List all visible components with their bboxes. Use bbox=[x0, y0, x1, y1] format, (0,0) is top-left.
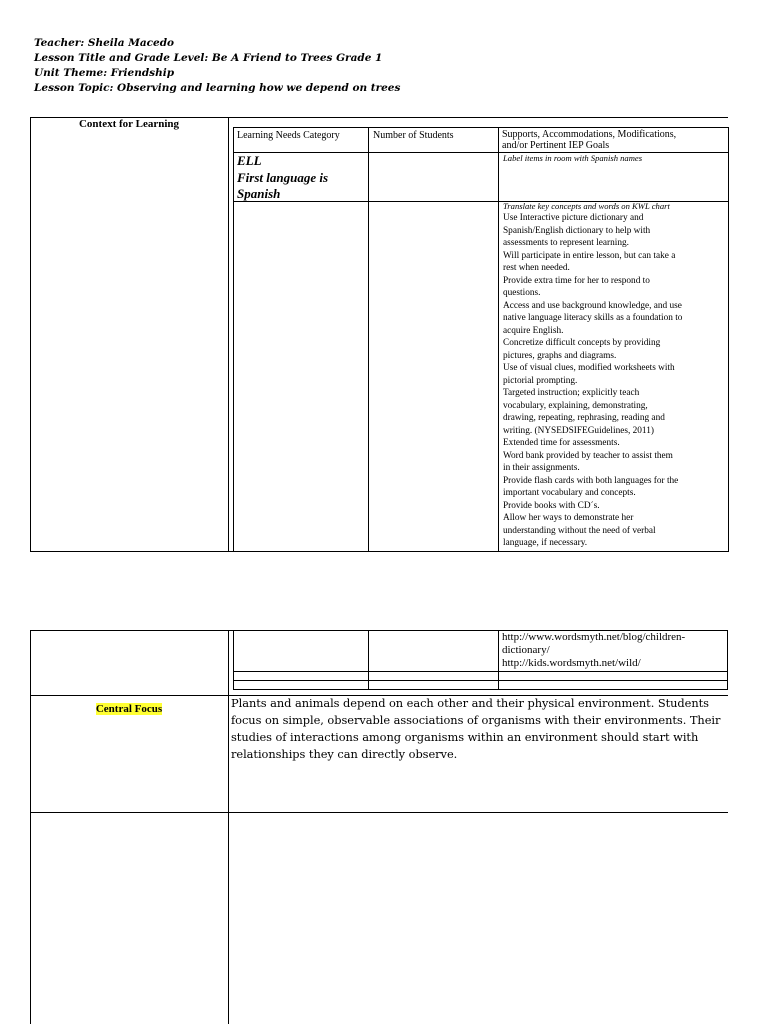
context-label: Context for Learning bbox=[78, 118, 179, 130]
ell-label: ELL bbox=[237, 153, 262, 168]
support-line: Allow her ways to demonstrate her bbox=[503, 513, 634, 523]
central-focus-label: Central Focus bbox=[95, 703, 163, 715]
support-line: understanding without the need of verbal bbox=[503, 525, 656, 536]
central-focus-line: relationships they can directly observe. bbox=[231, 747, 458, 761]
lesson-title-line: Lesson Title and Grade Level: Be A Friend to Trees Grade 1 bbox=[34, 52, 383, 64]
support-line: native language literacy skills as a foundation to bbox=[503, 313, 683, 323]
support-line: Targeted instruction; explicitly teach bbox=[503, 388, 640, 398]
support-line: pictorial prompting. bbox=[503, 375, 578, 386]
supports-header-line1: Supports, Accommodations, Modifications, bbox=[502, 129, 677, 140]
ell-category bbox=[237, 153, 365, 203]
column-header-category: Learning Needs Category bbox=[237, 130, 340, 141]
teacher-line: Teacher: Sheila Macedo bbox=[34, 37, 175, 49]
support-line: Use Interactive picture dictionary and bbox=[503, 213, 644, 223]
lesson-topic-line: Lesson Topic: Observing and learning how we depend on trees bbox=[34, 82, 401, 94]
support-line: Use of visual clues, modified worksheets with bbox=[503, 363, 675, 373]
support-line: Provide books with CD´s. bbox=[503, 500, 600, 511]
support-line: Spanish/English dictionary to help with bbox=[503, 225, 651, 236]
support-line: writing. (NYSEDSIFEGuidelines, 2011) bbox=[503, 425, 654, 436]
central-focus-text bbox=[231, 695, 727, 763]
support-line: assessments to represent learning. bbox=[503, 238, 629, 248]
supports-header-line2: and/or Pertinent IEP Goals bbox=[502, 140, 610, 151]
resource-link[interactable]: dictionary/ bbox=[502, 644, 550, 656]
ell-support-text: Label items in room with Spanish names bbox=[503, 153, 643, 163]
ell-language-line2: Spanish bbox=[237, 186, 281, 201]
central-focus-line: studies of interactions among organisms within an environment should start with bbox=[231, 730, 699, 744]
support-line: rest when needed. bbox=[503, 263, 570, 273]
central-focus-line: Plants and animals depend on each other and their physical environment. Students bbox=[231, 696, 709, 710]
support-line: Access and use background knowledge, and use bbox=[503, 300, 682, 311]
column-header-supports bbox=[502, 129, 726, 151]
column-header-students: Number of Students bbox=[373, 130, 454, 141]
support-line: drawing, repeating, rephrasing, reading and bbox=[503, 413, 665, 423]
supports-list bbox=[503, 212, 727, 550]
support-line: Word bank provided by teacher to assist them bbox=[503, 450, 673, 461]
support-line: important vocabulary and concepts. bbox=[503, 488, 636, 498]
support-line: Concretize difficult concepts by providing bbox=[503, 338, 661, 348]
support-line: in their assignments. bbox=[503, 463, 580, 473]
support-line: vocabulary, explaining, demonstrating, bbox=[503, 400, 648, 411]
unit-theme-line: Unit Theme: Friendship bbox=[34, 67, 175, 79]
support-line: Provide flash cards with both languages for the bbox=[503, 475, 679, 486]
support-line: pictures, graphs and diagrams. bbox=[503, 350, 617, 361]
support-line: questions. bbox=[503, 288, 541, 298]
ell-language-line1: First language is bbox=[237, 169, 329, 185]
supports-intro: Translate key concepts and words on KWL chart bbox=[503, 201, 670, 211]
support-line: language, if necessary. bbox=[503, 538, 588, 548]
central-focus-line: focus on simple, observable associations of organisms with their environments. Their bbox=[231, 713, 721, 727]
resource-link[interactable]: http://www.wordsmyth.net/blog/children- bbox=[502, 631, 686, 643]
resource-links bbox=[502, 631, 726, 670]
support-line: acquire English. bbox=[503, 325, 564, 336]
resource-link[interactable]: http://kids.wordsmyth.net/wild/ bbox=[502, 657, 641, 669]
central-focus-cell bbox=[30, 697, 228, 716]
support-line: Provide extra time for her to respond to bbox=[503, 275, 650, 286]
support-line: Will participate in entire lesson, but can take a bbox=[503, 250, 676, 261]
support-line: Extended time for assessments. bbox=[503, 438, 620, 448]
